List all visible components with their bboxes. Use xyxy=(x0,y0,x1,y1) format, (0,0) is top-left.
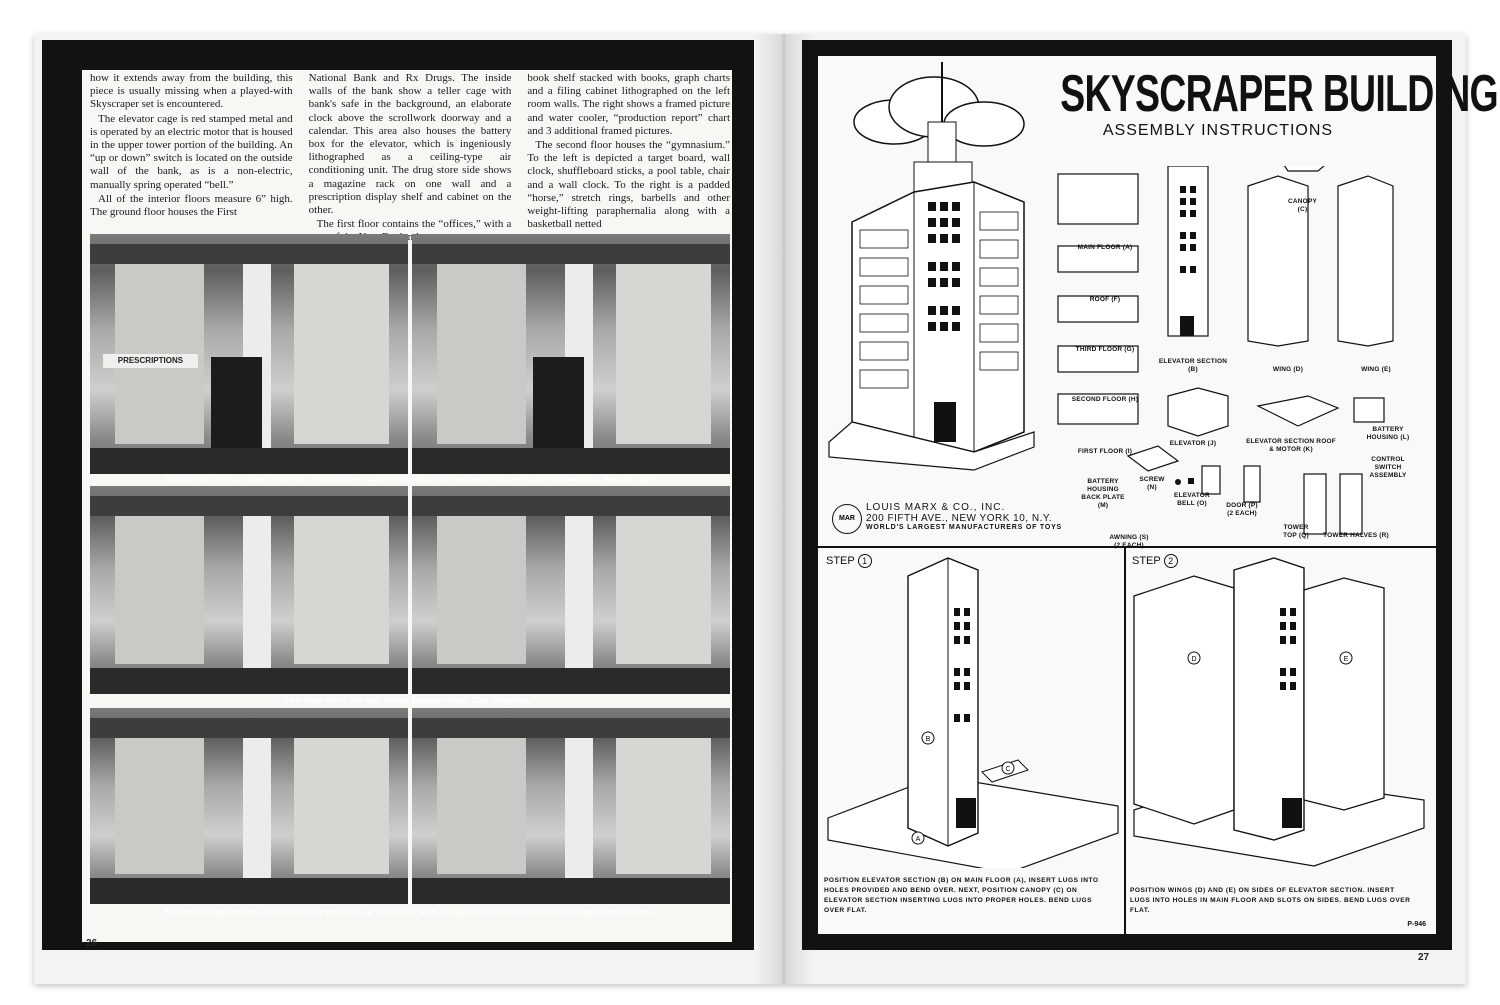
page-number-left: 26 xyxy=(86,938,98,949)
second-floor-photos xyxy=(90,708,730,904)
part-label-battery-back-plate: BATTERY HOUSING BACK PLATE (M) xyxy=(1081,478,1125,509)
step-1-diagram xyxy=(818,548,1124,868)
step-1-instructions: POSITION ELEVATOR SECTION (B) ON MAIN FLOOR (A), INSERT LUGS INTO HOLES PROVIDED AND BEND OVER. NEXT, POSITION CANOPY (C) ON ELEVATOR SECTION INSERTING LUGS INTO PROPER HOLES. BEND LUGS OVER FLAT. xyxy=(824,877,1099,914)
part-label-roof: ROOF (F) xyxy=(1089,296,1121,303)
magazine-spread xyxy=(34,34,1498,984)
paragraph: how it extends away from the building, this piece is usually missing when a played-with Skyscraper set is encountered. xyxy=(90,72,293,111)
parts-section xyxy=(818,56,1498,549)
photo-caption-ground-floor: Ground floor, interior views: note the air conditioner battery cover and bell mechanism on the inside bank wall and elevator cage. xyxy=(164,475,656,484)
part-label-elevator-section: ELEVATOR SECTION (B) xyxy=(1158,358,1228,373)
part-label-battery-housing: BATTERY HOUSING (L) xyxy=(1366,426,1410,441)
part-label-elevator-roof-motor: ELEVATOR SECTION ROOF & MOTOR (K) xyxy=(1246,438,1336,453)
part-label-wing-e: WING (E) xyxy=(1361,366,1391,373)
step-1-letter-c: C xyxy=(1005,766,1011,773)
step-1-letter-b: B xyxy=(925,736,931,743)
step-2-letter-e: E xyxy=(1343,656,1349,663)
first-floor-photo-left xyxy=(90,486,408,694)
part-label-control-switch: CONTROL SWITCH ASSEMBLY xyxy=(1369,456,1407,479)
company-block xyxy=(866,502,1106,531)
part-label-screw: SCREW (N) xyxy=(1139,476,1165,491)
part-label-wing-d: WING (D) xyxy=(1272,366,1304,373)
step-2-letter-d: D xyxy=(1191,656,1197,663)
part-label-first-floor: FIRST FLOOR (I) xyxy=(1077,448,1133,455)
page-title: SKYSCRAPER BUILDING xyxy=(1060,65,1498,123)
photo-caption-second-floor: Second floor gymnasium: the floor is lithographed in a ‘wood-look’ with shuffleboard triangle & basketball center court markings. xyxy=(163,908,657,917)
prescription-sign: PRESCRIPTIONS xyxy=(103,354,198,368)
paragraph: The elevator cage is red stamped metal and is operated by an electric motor that is housed in the upper tower portion of the building. An “up or down” switch is located on the outside wall of the bank, as is a non-electric, manually spring operated “bell.” xyxy=(90,112,293,191)
part-code: P-946 xyxy=(1407,921,1426,928)
part-label-second-floor: SECOND FLOOR (H) xyxy=(1071,396,1139,403)
step-2-title: STEP 2 xyxy=(1132,554,1178,568)
first-floor-photo-right xyxy=(412,486,730,694)
step-2-diagram xyxy=(1124,548,1436,868)
instruction-sheet xyxy=(818,56,1498,934)
right-page xyxy=(774,34,1498,984)
ground-floor-photo-left xyxy=(90,234,408,474)
company-tagline: WORLD'S LARGEST MANUFACTURERS OF TOYS xyxy=(866,524,1063,531)
part-label-canopy: CANOPY (C) xyxy=(1288,198,1318,213)
company-name: LOUIS MARX & CO., INC. xyxy=(866,502,1006,513)
part-label-main-floor: MAIN FLOOR (A) xyxy=(1077,244,1133,251)
page-subtitle: ASSEMBLY INSTRUCTIONS xyxy=(1102,122,1334,139)
paragraph: book shelf stacked with books, graph charts and a filing cabinet lithographed on the left room walls. The right shows a framed picture and water cooler, “production report” chart and 3 additional framed pictures. xyxy=(527,72,731,137)
part-label-third-floor: THIRD FLOOR (G) xyxy=(1075,346,1135,353)
first-floor-photos xyxy=(90,486,730,694)
step-2-panel xyxy=(1124,548,1436,934)
paragraph: All of the interior floors measure 6” high. The ground floor houses the First xyxy=(90,192,293,219)
second-floor-photo-left xyxy=(90,708,408,904)
part-label-elevator-bell: ELEVATOR BELL (O) xyxy=(1174,492,1210,507)
second-floor-photo-right xyxy=(412,708,730,904)
skyscraper-illustration xyxy=(824,62,1044,472)
paragraph: National Bank and Rx Drugs. The inside walls of the bank show a teller cage with bank's safe in the background, an elaborate clock above the scrollwork doorway and a calendar. This area also houses the battery box for the elevator, which is ingeniously lithographed as a ceiling-type air conditioning unit. The drug store side shows a magazine rack on one wall and a prescription display shelf and cabinet on the other. xyxy=(308,72,512,217)
part-label-door: DOOR (P) (2 EACH) xyxy=(1226,502,1258,517)
part-label-tower-halves: TOWER HALVES (R) xyxy=(1323,532,1389,539)
company-address: 200 FIFTH AVE., NEW YORK 10, N.Y. xyxy=(866,513,1053,524)
part-label-elevator: ELEVATOR (J) xyxy=(1169,440,1217,447)
page-number-right: 27 xyxy=(1418,952,1430,963)
step-1-letter-a: A xyxy=(915,836,921,843)
part-label-awning: AWNING (S) (2 EACH) xyxy=(1109,534,1149,549)
photo-caption-first-floor: First floor office: the map of New England reads, “Our Salesmen.” xyxy=(284,696,536,705)
paragraph: The second floor houses the “gymnasium.” To the left is depicted a target board, wall clock, shuffleboard sticks, a pool table, chair and a wall clock. To the right is a padded “horse,” stretch rings, barbells and other weight-lifting paraphernalia along with a basketball netted xyxy=(527,139,731,231)
ground-floor-photo-right xyxy=(412,234,730,474)
right-page-black-frame xyxy=(802,40,1498,950)
paragraph: The first floor contains the “offices,” with a xyxy=(316,218,512,231)
part-label-tower-top: TOWER TOP (Q) xyxy=(1283,524,1309,539)
step-1-panel xyxy=(818,548,1126,934)
left-page xyxy=(34,34,774,984)
step-2-instructions: POSITION WINGS (D) AND (E) ON SIDES OF ELEVATOR SECTION. INSERT LUGS INTO HOLES IN MAIN FLOOR AND SLOTS ON SIDES. BEND LUGS OVER FLAT. xyxy=(1130,887,1411,914)
step-1-title: STEP 1 xyxy=(826,554,872,568)
ground-floor-photos xyxy=(90,234,730,474)
marx-logo-seal: MAR xyxy=(832,504,862,534)
